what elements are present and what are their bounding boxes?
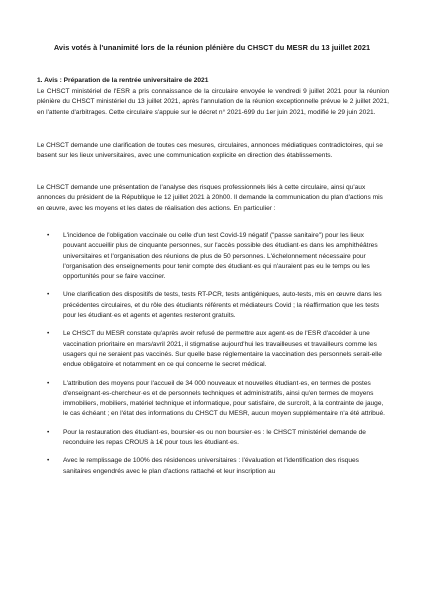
paragraph: Le CHSCT demande une clarification de toutes ces mesures, circulaires, annonces médiatiques contradictoires, qui se basent sur les lieux universitaires, avec une communication explicite en direction des établissements. xyxy=(37,142,383,160)
list-item xyxy=(37,428,389,449)
document-title: Avis votés à l'unanimité lors de la réunion plénière du CHSCT du MESR du 13 juillet 2021 xyxy=(53,43,371,52)
list-item-text: Pour la restauration des étudiant·es, boursier·es ou non boursier·es : le CHSCT ministériel demande de reconduire les repas CROUS à 1€ pour tous les étudiant·es. xyxy=(63,428,366,447)
list-item-text: L'attribution des moyens pour l'accueil de 34 000 nouveaux et nouvelles étudiant·es, en termes de postes d'enseignant·es-chercheur·es et de personnels techniques et administratifs, ainsi qu'en termes de moyens immobiliers, mobiliers, matériel technique et informatique, pour satisfaire, de surcroît, à la contrainte de jauge, le cas échéant ; en l'état des informations du CHSCT du MESR, aucun moyen supplémentaire n'a été attribué. xyxy=(63,379,386,418)
bullet-icon: • xyxy=(47,428,50,436)
bullet-icon: • xyxy=(47,291,50,299)
list-item xyxy=(37,329,389,370)
paragraph: Le CHSCT demande une présentation de l'analyse des risques professionnels liés à cette circulaire, ainsi qu'aux annonces du président de la République le 12 juillet 2021 à 20h00. Il demande la communication du plan d'actions mis en œuvre, avec les moyens et les dates de réalisation des actions. En particulier : xyxy=(37,184,383,212)
list-item xyxy=(37,456,389,477)
bullet-icon: • xyxy=(47,232,50,239)
list-item-text: Une clarification des dispositifs de tests, tests RT-PCR, tests antigéniques, auto-tests, mis en œuvre dans les précédentes circulaires, et du rôle des étudiants référents et médiateurs Covid ; la réaffirmation que les tests pour les étudiant·es et agents et agentes resteront gratuits. xyxy=(63,291,382,320)
bullet-icon: • xyxy=(47,379,50,387)
list-item xyxy=(37,231,389,282)
paragraph: Le CHSCT ministériel de l'ESR a pris connaissance de la circulaire envoyée le vendredi 9 juillet 2021 pour la réunion plénière du CHSCT ministériel du 13 juillet 2021, après l'annulation de la réunion exceptionnelle prévue le 2 juillet 2021, en l'attente d'arbitrages. Cette circulaire s'appuie sur le décret n° 2021-699 du 1er juin 2021, modifié le 29 juin 2021. xyxy=(37,88,389,116)
list-item xyxy=(37,379,389,420)
list-item xyxy=(37,290,389,321)
list-item-text: L'incidence de l'obligation vaccinale ou celle d'un test Covid-19 négatif ("passe sanitaire") pour les lieux pouvant accueillir plus de cinquante personnes, sur l'accès possible des étudiant·es dans les amphithéâtres universitaires et l'organisation des réunions de plus de 50 personnes. L'échelonnement nécessaire pour l'organisation des enseignements pour tenir compte des étudiant·es qui n'auraient pas eu le temps ou les opportunités pour se faire vacciner. xyxy=(63,232,378,281)
bullet-icon: • xyxy=(47,330,50,338)
list-item-text: Le CHSCT du MESR constate qu'après avoir refusé de permettre aux agent·es de l'ESR d'accéder à une vaccination prioritaire en mars/avril 2021, il stigmatise aujourd'hui les travailleuses et travailleurs comme les usagers qui ne seraient pas vaccinés. Sur quelle base réglementaire la vaccination des personnels serait-elle endue obligatoire et notamment en ce qui concerne le secret médical. xyxy=(63,330,382,369)
bullet-list xyxy=(37,231,389,485)
section-heading: 1. Avis : Préparation de la rentrée universitaire de 2021 xyxy=(37,77,209,84)
bullet-icon: • xyxy=(47,457,50,465)
list-item-text: Avec le remplissage de 100% des résidences universitaires : l'évaluation et l'identification des risques sanitaires engendrés avec le plan d'actions rattaché et leur inscription au xyxy=(63,457,359,475)
